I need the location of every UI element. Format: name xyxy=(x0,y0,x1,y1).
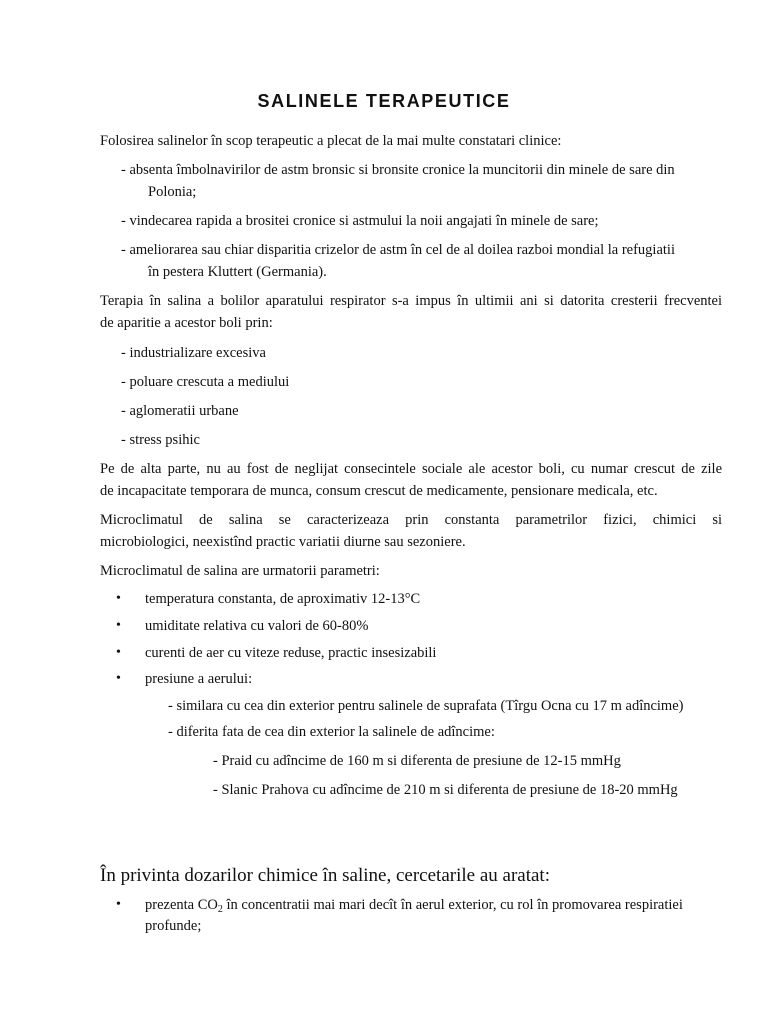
bullet-icon: • xyxy=(116,645,121,660)
bullet-icon: • xyxy=(116,897,121,912)
parametru-item: umiditate relativa cu valori de 60-80% xyxy=(145,618,369,634)
parametru-item: temperatura constanta, de aproximativ 12-13°C xyxy=(145,591,421,607)
cauza-item: - poluare crescuta a mediului xyxy=(121,374,290,390)
intro-paragraph: Folosirea salinelor în scop terapeutic a plecat de la mai multe constatari clinice: xyxy=(100,133,562,149)
constatare-2-line-1: - vindecarea rapida a brositei cronice si astmului la noii angajati în minele de sare; xyxy=(121,213,599,229)
consecinte-paragraph-line-2: de incapacitate temporara de munca, consum crescut de medicamente, pensionare medicala, etc. xyxy=(100,483,658,499)
dozari-item-line-1 xyxy=(145,896,683,914)
microclimat-paragraph-line-2: microbiologici, neexistînd practic variatii diurne sau sezoniere. xyxy=(100,534,466,550)
parametru-item: curenti de aer cu viteze reduse, practic insesizabili xyxy=(145,645,437,661)
bullet-icon: • xyxy=(116,671,121,686)
cauza-item: - industrializare excesiva xyxy=(121,345,266,361)
microclimat-paragraph-line-1: Microclimatul de salina se caracterizeaza prin constanta parametrilor fizici, chimici si xyxy=(100,512,722,528)
bullet-icon: • xyxy=(116,618,121,633)
consecinte-paragraph-line-1: Pe de alta parte, nu au fost de neglijat consecintele sociale ale acestor boli, cu numar crescut de zile xyxy=(100,461,722,477)
presiune-slanic: - Slanic Prahova cu adîncime de 210 m si diferenta de presiune de 18-20 mmHg xyxy=(213,782,678,798)
cauza-item: - aglomeratii urbane xyxy=(121,403,239,419)
terapia-paragraph-line-1: Terapia în salina a bolilor aparatului respirator s-a impus în ultimii ani si datorita cresterii frecventei xyxy=(100,293,722,309)
constatare-1-line-1: - absenta îmbolnavirilor de astm bronsic si bronsite cronice la muncitorii din minele de sare din xyxy=(121,162,675,178)
dozari-item-post: în concentratii mai mari decît în aerul exterior, cu rol în promovarea respiratiei xyxy=(222,897,683,913)
terapia-paragraph-line-2: de aparitie a acestor boli prin: xyxy=(100,315,273,331)
page-title: SALINELE TERAPEUTICE xyxy=(257,91,511,111)
dozari-item-line-2: profunde; xyxy=(145,918,202,934)
presiune-praid: - Praid cu adîncime de 160 m si diferenta de presiune de 12-15 mmHg xyxy=(213,753,621,769)
constatare-3-line-2: în pestera Kluttert (Germania). xyxy=(148,264,327,280)
parametru-item: presiune a aerului: xyxy=(145,671,253,687)
presiune-adancime: - diferita fata de cea din exterior la salinele de adîncime: xyxy=(168,724,495,740)
presiune-suprafata: - similara cu cea din exterior pentru salinele de suprafata (Tîrgu Ocna cu 17 m adîncime) xyxy=(168,698,684,714)
dozari-item-pre: prezenta CO xyxy=(145,897,218,913)
cauza-item: - stress psihic xyxy=(121,432,200,448)
parametri-intro: Microclimatul de salina are urmatorii parametri: xyxy=(100,563,380,579)
dozari-heading: În privinta dozarilor chimice în saline, cercetarile au aratat: xyxy=(100,865,550,886)
constatare-1-line-2: Polonia; xyxy=(148,184,197,200)
bullet-icon: • xyxy=(116,591,121,606)
constatare-3-line-1: - ameliorarea sau chiar disparitia crizelor de astm în cel de al doilea razboi mondial la refugiatii xyxy=(121,242,675,258)
dozari-item-subscript: 2 xyxy=(217,904,223,915)
